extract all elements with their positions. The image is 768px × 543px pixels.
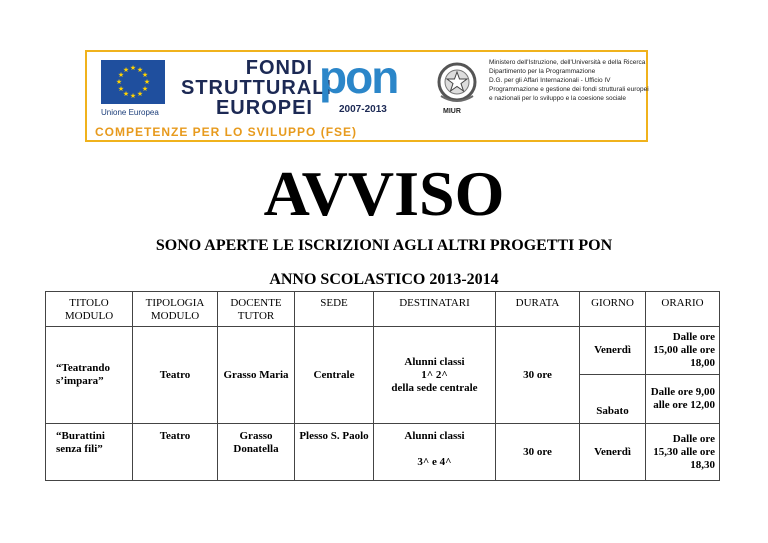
fondi-strutturali-logo: [181, 57, 332, 119]
header-cell: DOCENTE TUTOR: [218, 292, 295, 327]
sede-cell: Plesso S. Paolo: [295, 424, 374, 481]
eu-caption: Unione Europea: [101, 108, 159, 117]
fondi-line: FONDI: [245, 57, 313, 79]
italian-republic-emblem-icon: [435, 60, 479, 106]
table-row: [46, 424, 720, 481]
header-cell: DURATA: [496, 292, 580, 327]
durata-cell: 30 ore: [496, 424, 580, 481]
destinatari-line: 1^ 2^: [421, 368, 448, 381]
eu-stars-ring: [101, 60, 165, 104]
header-cell: TITOLO MODULO: [46, 292, 133, 327]
eu-logo: [97, 60, 177, 122]
tipologia-cell: Teatro: [133, 327, 218, 424]
ministry-line: Programmazione e gestione dei fondi strutturali europei: [489, 86, 649, 93]
eu-flag-icon: [101, 60, 165, 104]
destinatari-line: Alunni classi: [404, 355, 465, 368]
titolo-cell: “Teatrando s’impara”: [46, 327, 133, 424]
pon-banner: [85, 50, 648, 142]
school-year: ANNO SCOLASTICO 2013-2014: [269, 271, 499, 288]
miur-label: MIUR: [443, 108, 461, 115]
orario-cell: Dalle ore 9,00 alle ore 12,00: [646, 375, 720, 424]
svg-text:★: ★: [136, 66, 144, 74]
giorno-cell: Venerdì: [580, 424, 646, 481]
svg-text:★: ★: [122, 66, 130, 74]
svg-text:★: ★: [117, 85, 125, 93]
docente-cell: Grasso Maria: [218, 327, 295, 424]
pon-years: 2007-2013: [339, 104, 387, 115]
destinatari-cell: [374, 424, 496, 481]
svg-text:★: ★: [141, 85, 149, 93]
competenze-tagline: COMPETENZE PER LO SVILUPPO (FSE): [95, 125, 358, 139]
pon-logo: [317, 51, 417, 115]
giorno-cell: Venerdì: [580, 327, 646, 375]
notice-subtitle: SONO APERTE LE ISCRIZIONI AGLI ALTRI PROGETTI PON: [155, 237, 613, 254]
giorno-cell: Sabato: [580, 375, 646, 424]
destinatari-line: Alunni classi: [404, 430, 465, 442]
header-cell: SEDE: [295, 292, 374, 327]
ministry-text: [489, 58, 649, 103]
tipologia-cell: Teatro: [133, 424, 218, 481]
ministry-line: Ministero dell'Istruzione, dell'Università e della Ricerca: [489, 59, 646, 66]
svg-text:★: ★: [143, 78, 151, 86]
ministry-line: Dipartimento per la Programmazione: [489, 68, 596, 75]
europei-line: EUROPEI: [215, 97, 313, 119]
strutturali-line: STRUTTURALI: [181, 77, 332, 99]
pon-word: pon: [319, 51, 398, 103]
destinatari-line: della sede centrale: [391, 381, 478, 394]
svg-text:★: ★: [117, 71, 125, 79]
modules-table: [45, 291, 720, 481]
sede-cell: Centrale: [295, 327, 374, 424]
orario-cell: Dalle ore 15,30 alle ore 18,30: [646, 424, 720, 481]
table-header-row: [46, 292, 720, 327]
ministry-line: e nazionali per lo sviluppo e la coesione sociale: [489, 95, 626, 102]
svg-text:★: ★: [122, 90, 130, 98]
ministry-line: D.G. per gli Affari Internazionali - Ufficio IV: [489, 77, 611, 84]
notice-title: AVVISO: [263, 158, 505, 229]
orario-cell: Dalle ore 15,00 alle ore 18,00: [646, 327, 720, 375]
svg-text:★: ★: [115, 78, 123, 86]
durata-cell: 30 ore: [496, 327, 580, 424]
svg-text:★: ★: [129, 64, 137, 72]
titolo-cell: “Burattini senza fili”: [46, 424, 133, 481]
svg-text:★: ★: [136, 90, 144, 98]
header-cell: GIORNO: [580, 292, 646, 327]
svg-text:★: ★: [129, 92, 137, 100]
docente-cell: Grasso Donatella: [218, 424, 295, 481]
table-row: [46, 327, 720, 375]
header-cell: DESTINATARI: [374, 292, 496, 327]
header-cell: TIPOLOGIA MODULO: [133, 292, 218, 327]
svg-text:★: ★: [141, 71, 149, 79]
destinatari-line: 3^ e 4^: [417, 456, 452, 468]
header-cell: ORARIO: [646, 292, 720, 327]
destinatari-cell: [374, 327, 496, 424]
